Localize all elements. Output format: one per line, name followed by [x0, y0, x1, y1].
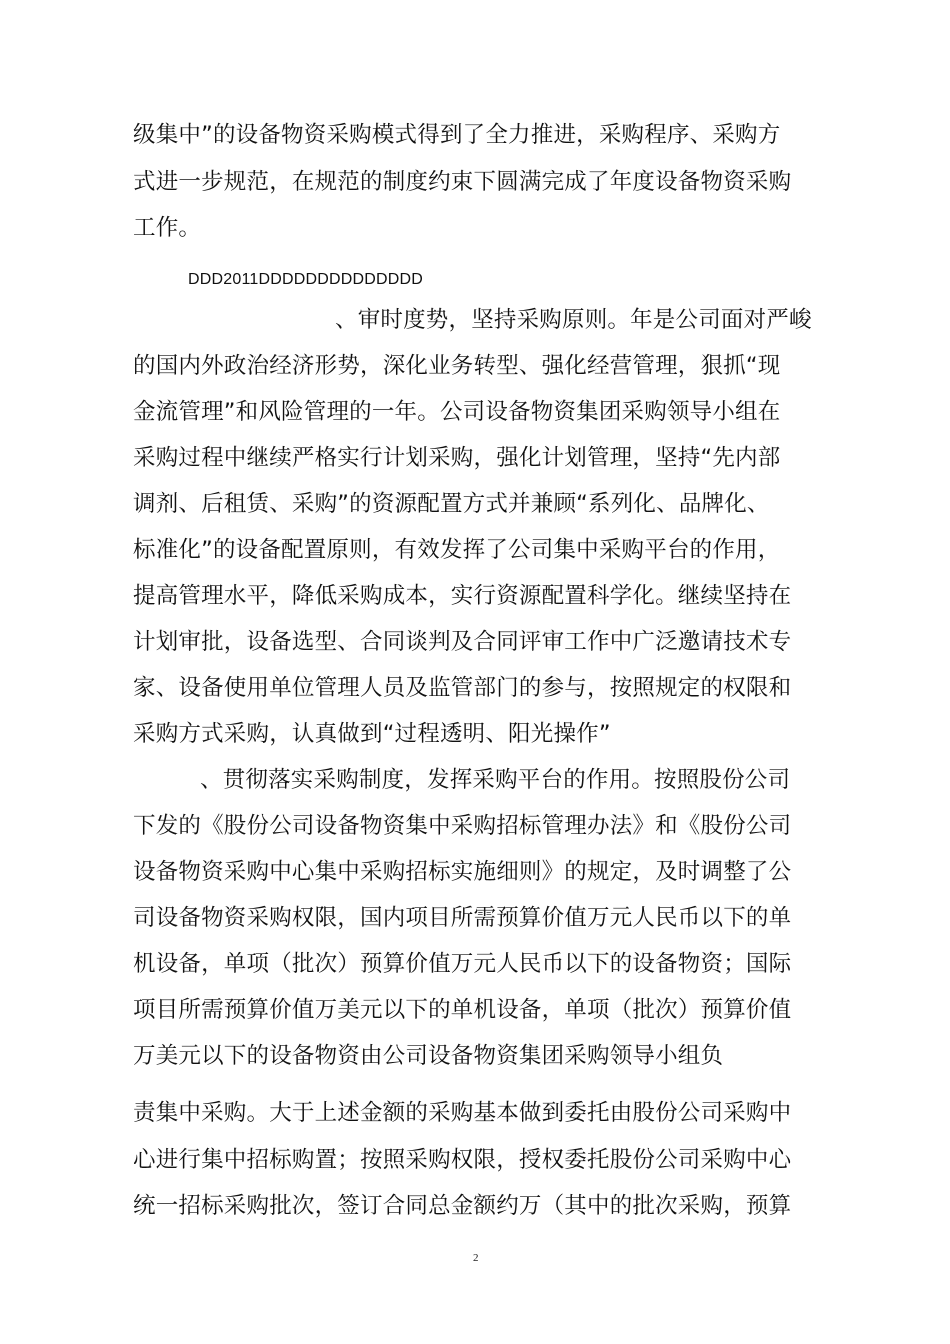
text-line: 计划审批，设备选型、合同谈判及合同评审工作中广泛邀请技术专 [133, 629, 792, 655]
text-line: 、审时度势，坚持采购原则。年是公司面对严峻 [335, 307, 812, 333]
text-line: 项目所需预算价值万美元以下的单机设备，单项（批次）预算价值 [133, 997, 792, 1023]
text-line: 家、设备使用单位管理人员及监管部门的参与，按照规定的权限和 [133, 675, 792, 701]
text-line: 标准化”的设备配置原则，有效发挥了公司集中采购平台的作用， [133, 537, 781, 563]
text-line: 机设备，单项（批次）预算价值万元人民币以下的设备物资；国际 [133, 951, 792, 977]
text-line: 金流管理”和风险管理的一年。公司设备物资集团采购领导小组在 [133, 399, 781, 425]
garbled-text-line: DDD2011DDDDDDDDDDDDDD [188, 271, 424, 288]
page-number: 2 [473, 1252, 479, 1264]
text-line: 万美元以下的设备物资由公司设备物资集团采购领导小组负 [133, 1043, 724, 1069]
text-line: 心进行集中招标购置；按照采购权限，授权委托股份公司采购中心 [133, 1147, 792, 1173]
text-line: 司设备物资采购权限，国内项目所需预算价值万元人民币以下的单 [133, 905, 792, 931]
text-line: 统一招标采购批次，签订合同总金额约万（其中的批次采购，预算 [133, 1193, 792, 1219]
text-line: 调剂、后租赁、采购”的资源配置方式并兼顾“系列化、品牌化、 [133, 491, 770, 517]
text-line: 提高管理水平，降低采购成本，实行资源配置科学化。继续坚持在 [133, 583, 792, 609]
text-line: 设备物资采购中心集中采购招标实施细则》的规定，及时调整了公 [133, 859, 792, 885]
text-line: 式进一步规范，在规范的制度约束下圆满完成了年度设备物资采购 [133, 169, 792, 195]
text-line: 的国内外政治经济形势，深化业务转型、强化经营管理，狠抓“现 [133, 353, 781, 379]
text-line: 采购方式采购，认真做到“过程透明、阳光操作” [133, 721, 611, 747]
text-line: 、贯彻落实采购制度，发挥采购平台的作用。按照股份公司 [200, 767, 791, 793]
text-line: 工作。 [133, 215, 202, 241]
text-line: 级集中”的设备物资采购模式得到了全力推进，采购程序、采购方 [133, 122, 781, 148]
text-line: 责集中采购。大于上述金额的采购基本做到委托由股份公司采购中 [133, 1100, 792, 1126]
text-line: 下发的《股份公司设备物资集中采购招标管理办法》和《股份公司 [133, 813, 792, 839]
text-line: 采购过程中继续严格实行计划采购，强化计划管理，坚持“先内部 [133, 445, 781, 471]
